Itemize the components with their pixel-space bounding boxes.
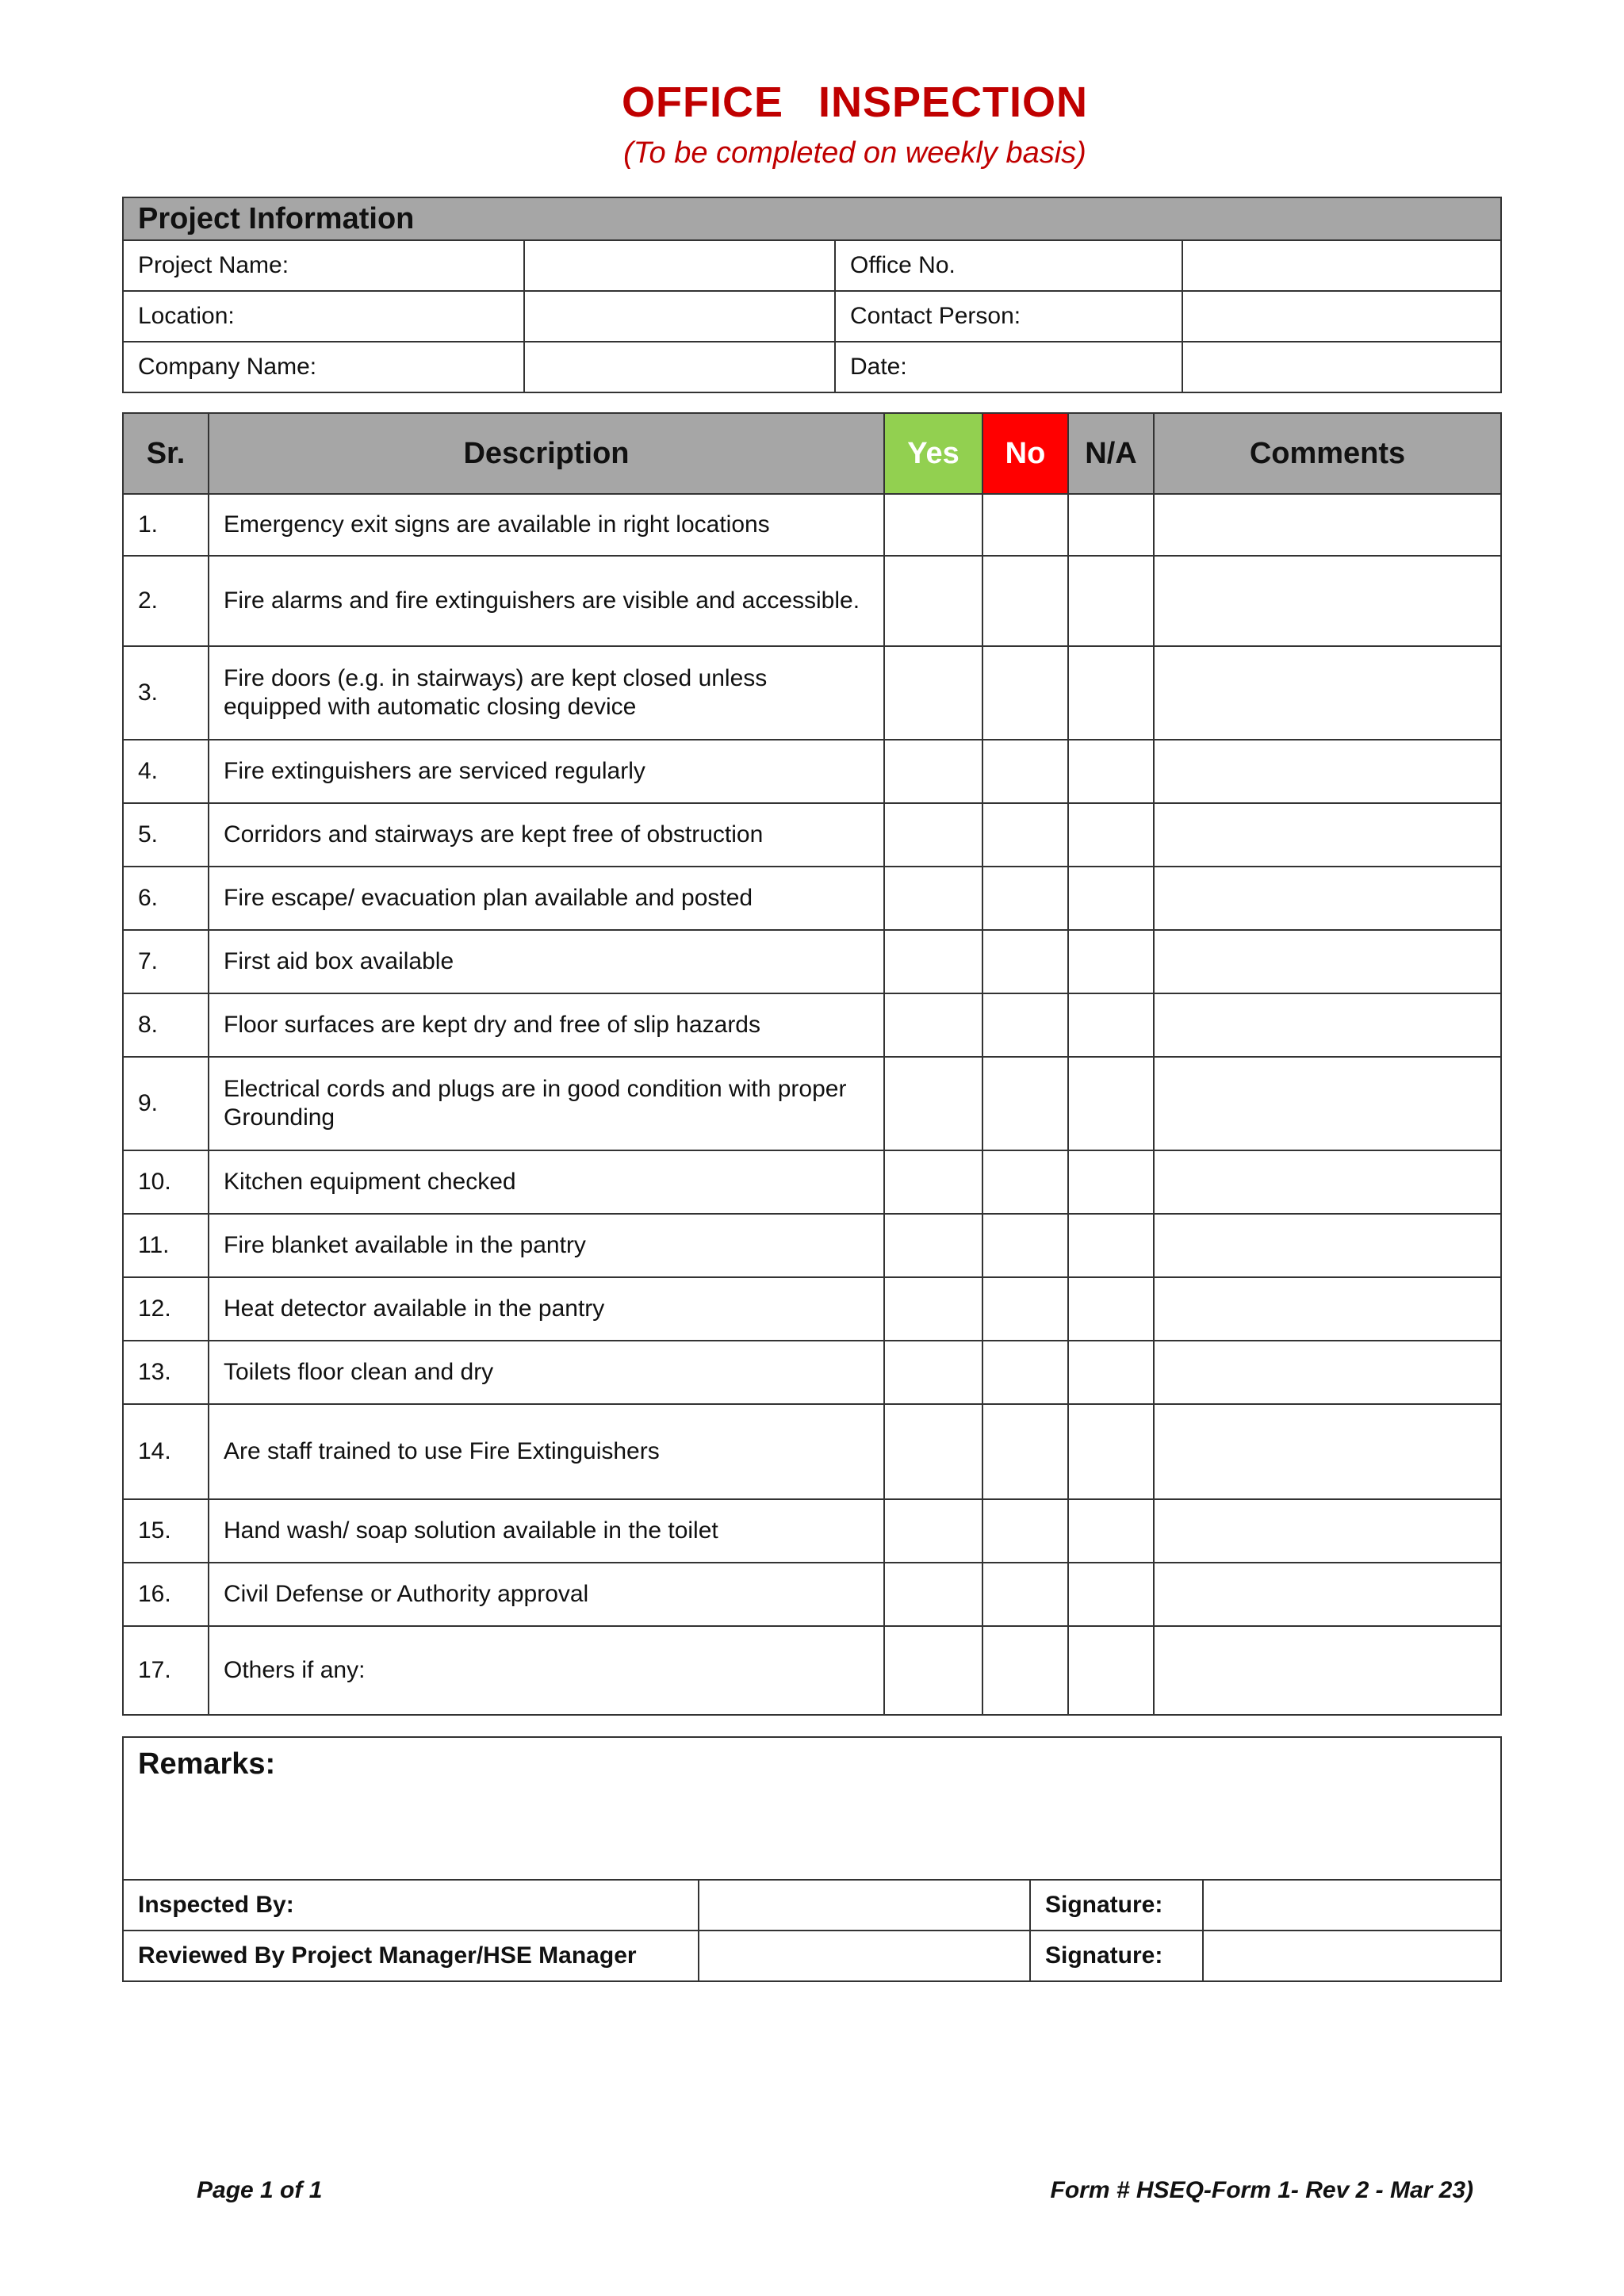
yes-cell[interactable] [884, 993, 982, 1057]
checklist-row [123, 1150, 1501, 1214]
yes-cell[interactable] [884, 867, 982, 930]
checklist-row [123, 494, 1501, 556]
na-cell[interactable] [1068, 1214, 1154, 1277]
page-title: OFFICE INSPECTION [621, 78, 1089, 126]
contact-person-field[interactable] [1182, 291, 1501, 342]
yes-cell[interactable] [884, 1277, 982, 1341]
no-cell[interactable] [982, 1626, 1068, 1715]
na-cell[interactable] [1068, 1277, 1154, 1341]
na-cell[interactable] [1068, 1341, 1154, 1404]
remarks-label: Remarks: [138, 1747, 276, 1781]
row-number: 11. [123, 1214, 209, 1277]
na-cell[interactable] [1068, 646, 1154, 740]
reviewer-signature-field[interactable] [1203, 1931, 1501, 1981]
row-description: Fire doors (e.g. in stairways) are kept closed unless equipped with automatic closing device [209, 646, 884, 740]
row-description: Fire escape/ evacuation plan available and posted [209, 867, 884, 930]
na-cell[interactable] [1068, 1626, 1154, 1715]
row-description: Fire alarms and fire extinguishers are visible and accessible. [209, 556, 884, 646]
signature-label: Signature: [1030, 1880, 1203, 1931]
comments-cell[interactable] [1154, 930, 1501, 993]
yes-cell[interactable] [884, 646, 982, 740]
no-cell[interactable] [982, 803, 1068, 867]
inspected-by-label: Inspected By: [123, 1880, 699, 1931]
no-cell[interactable] [982, 1057, 1068, 1150]
row-number: 2. [123, 556, 209, 646]
company-name-label: Company Name: [123, 342, 524, 392]
na-cell[interactable] [1068, 1150, 1154, 1214]
comments-cell[interactable] [1154, 494, 1501, 556]
no-cell[interactable] [982, 556, 1068, 646]
row-number: 10. [123, 1150, 209, 1214]
no-cell[interactable] [982, 1499, 1068, 1563]
date-field[interactable] [1182, 342, 1501, 392]
na-cell[interactable] [1068, 1563, 1154, 1626]
yes-column-header: Yes [884, 413, 982, 494]
row-description: Fire extinguishers are serviced regularly [209, 740, 884, 803]
row-number: 6. [123, 867, 209, 930]
comments-cell[interactable] [1154, 1404, 1501, 1499]
date-label: Date: [835, 342, 1182, 392]
comments-cell[interactable] [1154, 1563, 1501, 1626]
yes-cell[interactable] [884, 1563, 982, 1626]
yes-cell[interactable] [884, 494, 982, 556]
checklist-row [123, 740, 1501, 803]
checklist-row [123, 556, 1501, 646]
location-label: Location: [123, 291, 524, 342]
na-cell[interactable] [1068, 494, 1154, 556]
row-description: Hand wash/ soap solution available in the toilet [209, 1499, 884, 1563]
project-name-label: Project Name: [123, 240, 524, 291]
company-name-field[interactable] [524, 342, 835, 392]
checklist-row [123, 993, 1501, 1057]
reviewed-by-label: Reviewed By Project Manager/HSE Manager [123, 1931, 699, 1981]
sr-column-header: Sr. [123, 413, 209, 494]
comments-cell[interactable] [1154, 993, 1501, 1057]
row-description: Corridors and stairways are kept free of obstruction [209, 803, 884, 867]
office-no-field[interactable] [1182, 240, 1501, 291]
yes-cell[interactable] [884, 1150, 982, 1214]
location-field[interactable] [524, 291, 835, 342]
contact-person-label: Contact Person: [835, 291, 1182, 342]
checklist-row [123, 867, 1501, 930]
comments-cell[interactable] [1154, 1150, 1501, 1214]
row-number: 16. [123, 1563, 209, 1626]
row-description: Are staff trained to use Fire Extinguishers [209, 1404, 884, 1499]
checklist-row [123, 1341, 1501, 1404]
na-cell[interactable] [1068, 1499, 1154, 1563]
row-number: 7. [123, 930, 209, 993]
row-number: 14. [123, 1404, 209, 1499]
yes-cell[interactable] [884, 1626, 982, 1715]
yes-cell[interactable] [884, 803, 982, 867]
form-id: Form # HSEQ-Form 1- Rev 2 - Mar 23) [1050, 2177, 1473, 2203]
no-cell[interactable] [982, 867, 1068, 930]
inspector-signature-field[interactable] [1203, 1880, 1501, 1931]
description-column-header: Description [209, 413, 884, 494]
no-cell[interactable] [982, 494, 1068, 556]
no-column-header: No [982, 413, 1068, 494]
row-description: Toilets floor clean and dry [209, 1341, 884, 1404]
remarks-box[interactable] [123, 1737, 1501, 1880]
yes-cell[interactable] [884, 1404, 982, 1499]
inspected-by-field[interactable] [699, 1880, 1030, 1931]
row-number: 3. [123, 646, 209, 740]
na-cell[interactable] [1068, 867, 1154, 930]
row-number: 8. [123, 993, 209, 1057]
checklist-row [123, 1563, 1501, 1626]
no-cell[interactable] [982, 1277, 1068, 1341]
na-cell[interactable] [1068, 1404, 1154, 1499]
project-information-heading: Project Information [123, 197, 1501, 240]
no-cell[interactable] [982, 993, 1068, 1057]
comments-cell[interactable] [1154, 1277, 1501, 1341]
row-number: 5. [123, 803, 209, 867]
comments-cell[interactable] [1154, 1626, 1501, 1715]
comments-cell[interactable] [1154, 1341, 1501, 1404]
na-cell[interactable] [1068, 1057, 1154, 1150]
page-number: Page 1 of 1 [197, 2177, 323, 2203]
checklist-row [123, 1057, 1501, 1150]
na-column-header: N/A [1068, 413, 1154, 494]
row-description: Kitchen equipment checked [209, 1150, 884, 1214]
no-cell[interactable] [982, 646, 1068, 740]
row-number: 15. [123, 1499, 209, 1563]
comments-cell[interactable] [1154, 1499, 1501, 1563]
checklist-row [123, 1404, 1501, 1499]
row-description: Floor surfaces are kept dry and free of slip hazards [209, 993, 884, 1057]
na-cell[interactable] [1068, 803, 1154, 867]
row-number: 9. [123, 1057, 209, 1150]
comments-column-header: Comments [1154, 413, 1501, 494]
na-cell[interactable] [1068, 993, 1154, 1057]
comments-cell[interactable] [1154, 646, 1501, 740]
row-number: 13. [123, 1341, 209, 1404]
comments-cell[interactable] [1154, 556, 1501, 646]
yes-cell[interactable] [884, 556, 982, 646]
checklist-row [123, 803, 1501, 867]
checklist-row [123, 1499, 1501, 1563]
na-cell[interactable] [1068, 556, 1154, 646]
row-number: 12. [123, 1277, 209, 1341]
row-description: Heat detector available in the pantry [209, 1277, 884, 1341]
row-description: First aid box available [209, 930, 884, 993]
project-name-field[interactable] [524, 240, 835, 291]
comments-cell[interactable] [1154, 867, 1501, 930]
checklist-row [123, 1214, 1501, 1277]
row-number: 1. [123, 494, 209, 556]
reviewed-by-field[interactable] [699, 1931, 1030, 1981]
yes-cell[interactable] [884, 1341, 982, 1404]
yes-cell[interactable] [884, 1057, 982, 1150]
inspection-checklist-table [122, 412, 1502, 1716]
comments-cell[interactable] [1154, 1214, 1501, 1277]
row-number: 17. [123, 1626, 209, 1715]
row-description: Civil Defense or Authority approval [209, 1563, 884, 1626]
comments-cell[interactable] [1154, 740, 1501, 803]
no-cell[interactable] [982, 1341, 1068, 1404]
no-cell[interactable] [982, 1214, 1068, 1277]
page-subtitle: (To be completed on weekly basis) [623, 136, 1086, 170]
signature-label: Signature: [1030, 1931, 1203, 1981]
na-cell[interactable] [1068, 740, 1154, 803]
yes-cell[interactable] [884, 930, 982, 993]
row-description: Emergency exit signs are available in right locations [209, 494, 884, 556]
office-no-label: Office No. [835, 240, 1182, 291]
row-description: Fire blanket available in the pantry [209, 1214, 884, 1277]
no-cell[interactable] [982, 930, 1068, 993]
row-description: Electrical cords and plugs are in good condition with proper Grounding [209, 1057, 884, 1150]
project-information-table [122, 197, 1502, 393]
na-cell[interactable] [1068, 930, 1154, 993]
no-cell[interactable] [982, 1404, 1068, 1499]
checklist-row [123, 1277, 1501, 1341]
row-number: 4. [123, 740, 209, 803]
no-cell[interactable] [982, 1563, 1068, 1626]
checklist-row [123, 646, 1501, 740]
checklist-row [123, 1626, 1501, 1715]
no-cell[interactable] [982, 1150, 1068, 1214]
yes-cell[interactable] [884, 1499, 982, 1563]
comments-cell[interactable] [1154, 803, 1501, 867]
yes-cell[interactable] [884, 1214, 982, 1277]
comments-cell[interactable] [1154, 1057, 1501, 1150]
no-cell[interactable] [982, 740, 1068, 803]
yes-cell[interactable] [884, 740, 982, 803]
checklist-row [123, 930, 1501, 993]
signoff-table [122, 1736, 1502, 1982]
row-description: Others if any: [209, 1626, 884, 1715]
